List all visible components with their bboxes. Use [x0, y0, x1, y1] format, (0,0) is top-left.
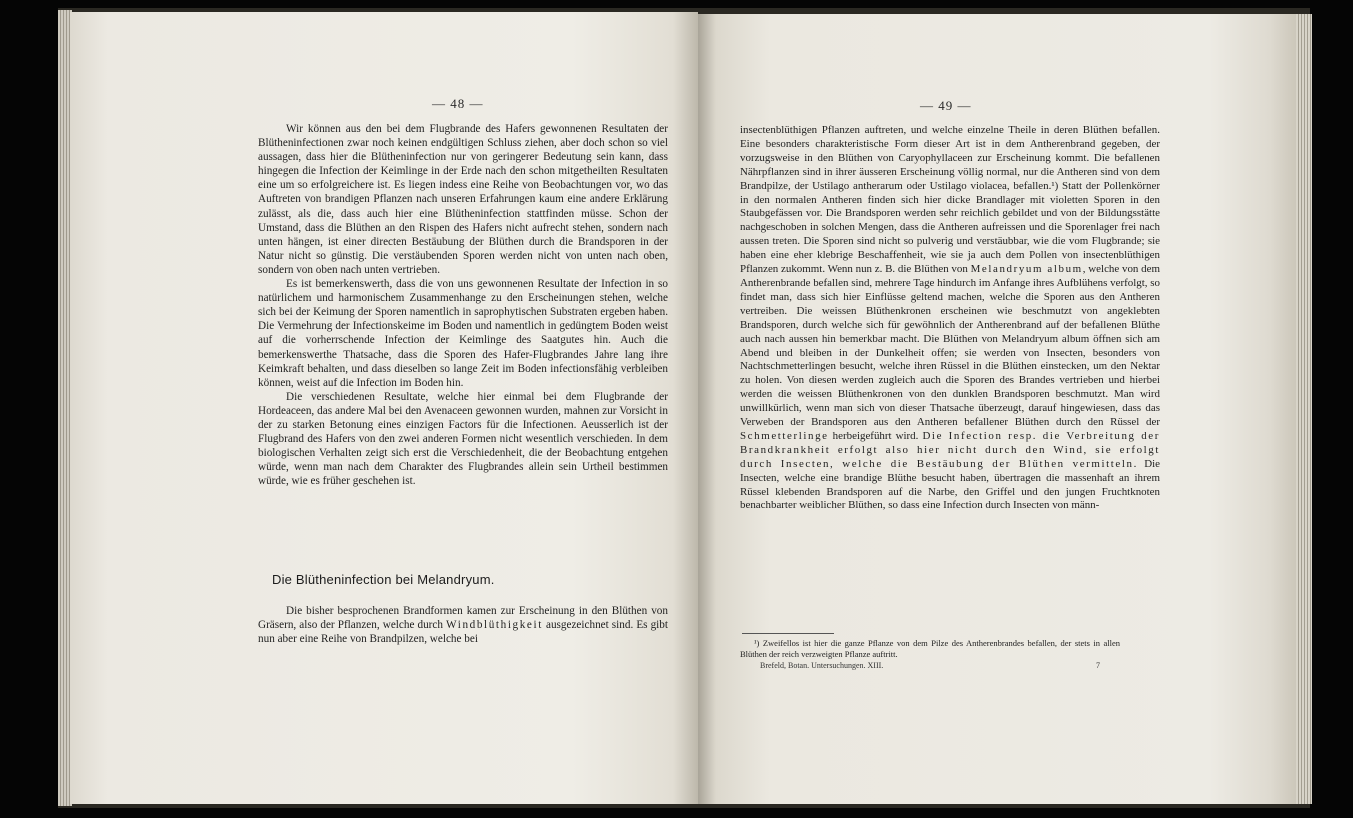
- paragraph: [258, 604, 668, 646]
- text-run: herbeigeführt wird.: [828, 429, 923, 442]
- text-run: Die bisher besprochenen Brandformen kamen zur Erscheinung in den Blüthen von Gräsern, also der Pflanzen, welche durch: [258, 605, 668, 632]
- section-heading: Die Blütheninfection bei Melandryum.: [272, 572, 495, 587]
- paragraph: Die verschiedenen Resultate, welche hier einmal bei dem Flugbrande der Hordeaceen, das andere Mal bei den Avenaceen gewonnen wurden, mahnen zur Vorsicht in der zu starken Betonung eines einzigen Factors für die Infectionen. Aeusserlich ist der Flugbrand des Hafers von den zwei anderen Formen nicht wesentlich verschieden. In dem biologischen Verhalten zeigt sich erst die Verschiedenheit, die der Beobachtung entgehen würde, wenn man nach dem Charakter des Flugbrandes allein sein Urtheil bestimmen würde, wie es früher geschehen ist.: [258, 390, 668, 488]
- left-page: [70, 12, 698, 804]
- left-page-number: — 48 —: [432, 96, 484, 111]
- footnote-rule: [742, 633, 834, 634]
- spaced-emphasis: Die Infection resp. die Verbreitung der Brandkrankheit erfolgt also hier nicht durch den Wind, sie erfolgt durch Insecten, welche die Bestäubung der Blüthen vermitteln.: [740, 429, 1161, 470]
- right-page-body: [740, 124, 1160, 513]
- spaced-term: Windblüthigkeit: [446, 619, 543, 632]
- spaced-term: Melandryum album: [970, 263, 1083, 276]
- spaced-term: Schmetterlinge: [740, 429, 829, 442]
- paragraph: Wir können aus den bei dem Flugbrande des Hafers gewonnenen Resultaten der Blütheninfectionen zwar noch keinen endgültigen Schluss ziehen, aber doch schon so viel aussagen, dass hier die Blütheninfection nur von geringerer Bedeutung sein kann, dass hingegen die Infection der Keimlinge in der Erde nach den schon mitgetheilten Resultaten eine um so erfolgreichere ist. Es liegen indess eine Reihe von Beobachtungen vor, wo das Auftreten von brandigen Pflanzen nach unseren Erfahrungen kaum eine andere Erklärung zulässt, als die, dass auch hier eine Blütheninfection stattfinden müsse. Schon der Umstand, dass die Blüthen an den Rispen des Hafers nicht aufrecht stehen, sondern nach unten hängen, ist einer directen Bestäubung der Blüthen durch die Brandsporen in der Natur nicht so günstig. Die verstäubenden Sporen werden nicht von unten nach oben, sondern von oben nach unten vertrieben.: [258, 123, 668, 276]
- footnote: [740, 638, 1120, 659]
- right-page-edges: [1296, 14, 1312, 804]
- footnote-text: ¹) Zweifellos ist hier die ganze Pflanze von dem Pilze des Antherenbrandes befallen, der stets in allen Blüthen der reich verzweigten Pflanze auftritt.: [740, 638, 1120, 659]
- text-run: , welche von dem Antherenbrande befallen sind, mehrere Tage hindurch im Anfange ihres Aufblühens verfolgt, so findet man, dass sich hier Einflüsse geltend machen, welche die Sporen aus den Antheren vertreiben. Die weissen Blüthenkronen erscheinen wie beschmutzt von angeklebten Brandsporen, durch welche sich für gewöhnlich der Antherenbrand auf der befallenen Blüthe auch nach aussen hin bemerkbar macht. Die Blüthen von Melandryum album öffnen sich am Abend und bleiben in der Dunkelheit offen; sie werden von Insecten, besonders von Nachtschmetterlingen besucht, welche ihren Rüssel in die Blüthen einstecken, um den Nektar zu holen. Von diesen werden zugleich auch die Sporen des Brandes vertrieben und hierbei werden die weissen Blüthenkronen von den dunklen Brandsporen beschmutzt. Man wird unwillkürlich, wenn man sich von dieser Thatsache überzeugt, darauf hingewiesen, dass das Verweben der Brandsporen aus den Antheren befallener Blüthen durch den Rüssel der: [740, 263, 1160, 429]
- text-run: ausgezeichnet sind. Es gibt nun aber eine Reihe von Brandpilzen, welche bei: [258, 619, 668, 646]
- right-page-number: — 49 —: [920, 98, 972, 113]
- paragraph: Es ist bemerkenswerth, dass die von uns gewonnenen Resultate der Infection in so natürlichem und harmonischem Zusammenhange zu den Erscheinungen stehen, welche sich bei der Keimung der Sporen namentlich in saprophytischen Substraten ergeben haben. Die Vermehrung der Infectionskeime im Boden und namentlich in gedüngtem Boden weist auf die vorherrschende Infection der Keimlinge des Saatgutes hin. Auch die bemerkenswerthe Thatsache, dass die Sporen des Hafer-Flugbrandes Jahre lang ihre Keimkraft behalten, und dass dieselben so lange Zeit im Boden infectionsfähig verbleiben können, weist auf die Infection im Boden hin.: [258, 278, 668, 389]
- left-page-last-paragraph: [258, 604, 668, 646]
- text-run: insectenblüthigen Pflanzen auftreten, und welche einzelne Theile in deren Blüthen befallen. Eine besonders charakteristische Form dieser Art ist in dem Antherenbrand gegeben, der vorzugsweise in den Blüthen von Caryophyllaceen zur Erscheinung kommt. Die befallenen Nährpflanzen sind in ihrer äusseren Erscheinung völlig normal, nur die Antheren sind von dem Brandpilze, der Ustilago antherarum oder Ustilago violacea, befallen.¹) Statt der Pollenkörner in den normalen Antheren finden sich hier dicke Brandlager mit violetten Sporen in den Staubgefässen vor. Die Brandsporen werden sehr reichlich gebildet und von der Bildungsstätte nachgeschoben in solchen Mengen, dass die Antheren aufreissen und die Sporenlager frei nach aussen treten. Die Sporen sind nicht so pulverig und verstäubbar, wie die vom Flugbrande; sie haben eine eher klebrige Beschaffenheit, wie sie ja auch dem Pollen von insectenblüthigen Pflanzen zukommt. Wenn nun z. B. die Blüthen von: [740, 124, 1160, 276]
- signature-number: 7: [1096, 661, 1100, 670]
- left-page-body: [258, 122, 668, 488]
- signature-line: Brefeld, Botan. Untersuchungen. XIII.: [760, 661, 884, 670]
- right-page: [698, 14, 1300, 804]
- text-run: Die Insecten, welche eine brandige Blüthe besucht haben, übertragen die massenhaft an ihrem Rüssel klebenden Brandsporen auf die Narbe, den Griffel und den jungen Fruchtknoten benachbarter weiblicher Blüthen, so dass eine Infection durch Insecten von männ-: [740, 457, 1160, 512]
- paragraph: [740, 124, 1160, 513]
